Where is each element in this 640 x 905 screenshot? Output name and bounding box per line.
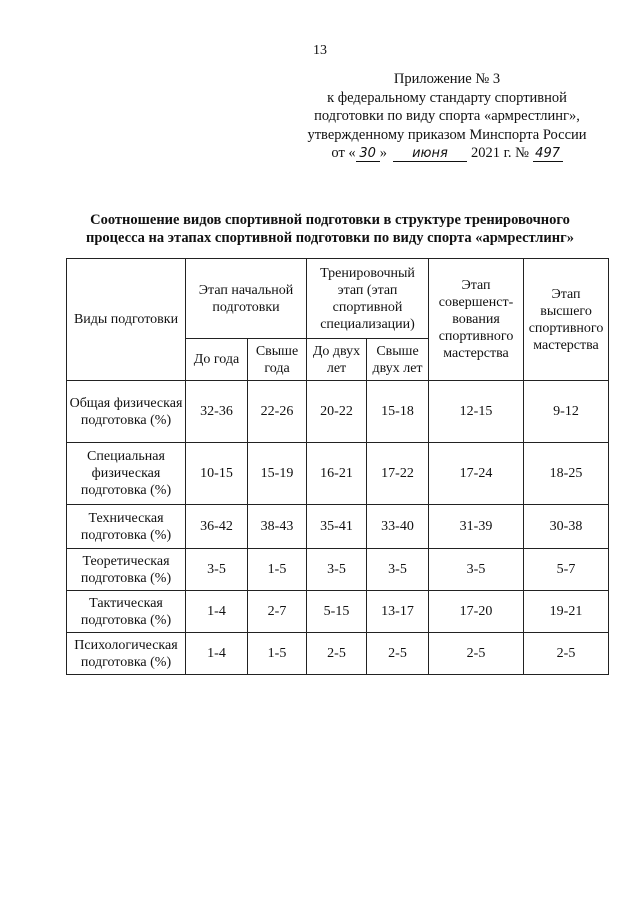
header-stage-training: Тренировочный этап (этап спортивной специализации) [307,259,429,339]
table-cell: 1-5 [248,633,307,675]
table-cell: 15-19 [248,443,307,505]
table-cell: 17-22 [367,443,429,505]
date-mid: » [379,145,387,161]
table-row [67,381,609,443]
table-cell: 3-5 [367,549,429,591]
header-sub-over-two-years: Свыше двух лет [367,339,429,381]
table-row [67,549,609,591]
row-label: Тактическая подготовка (%) [67,591,186,633]
table-cell: 22-26 [248,381,307,443]
appendix-order-line: утвержденному приказом Минспорта России [307,126,587,143]
table-cell: 17-20 [429,591,524,633]
table-cell: 2-7 [248,591,307,633]
table-cell: 10-15 [186,443,248,505]
handwritten-order-number: 497 [533,147,563,162]
table-cell: 35-41 [307,505,367,549]
table-cell: 32-36 [186,381,248,443]
handwritten-month: июня [393,147,467,162]
table-cell: 20-22 [307,381,367,443]
table-row [67,591,609,633]
table-cell: 31-39 [429,505,524,549]
table-cell: 17-24 [429,443,524,505]
table-cell: 5-7 [524,549,609,591]
header-sub-up-to-two-years: До двух лет [307,339,367,381]
table-cell: 30-38 [524,505,609,549]
table-cell: 3-5 [186,549,248,591]
appendix-standard-line: к федеральному стандарту спортивной [327,89,567,106]
page-number: 13 [313,43,327,58]
table-cell: 5-15 [307,591,367,633]
table-row [67,443,609,505]
year-text: 2021 г. № [470,145,529,161]
date-prefix: от « [331,145,356,161]
header-types: Виды подготовки [67,259,186,381]
table-cell: 18-25 [524,443,609,505]
table-cell: 9-12 [524,381,609,443]
table-cell: 33-40 [367,505,429,549]
header-sub-over-year: Свыше года [248,339,307,381]
header-stage-improvement: Этап совершенст-вования спортивного мастерства [429,259,524,381]
table-row [67,505,609,549]
row-label: Общая физическая подготовка (%) [67,381,186,443]
row-label: Техническая подготовка (%) [67,505,186,549]
header-stage-higher: Этап высшего спортивного мастерства [524,259,609,381]
appendix-date-line [297,144,597,163]
row-label: Теоретическая подготовка (%) [67,549,186,591]
row-label: Специальная физическая подготовка (%) [67,443,186,505]
table-cell: 12-15 [429,381,524,443]
table-cell: 16-21 [307,443,367,505]
handwritten-day: 30 [356,147,380,162]
table-cell: 1-4 [186,633,248,675]
title-line-1: Соотношение видов спортивной подготовки в структуре тренировочного [90,212,570,228]
table-cell: 3-5 [429,549,524,591]
table-cell: 13-17 [367,591,429,633]
appendix-sport-line: подготовки по виду спорта «армрестлинг», [314,108,580,124]
title-line-2: процесса на этапах спортивной подготовки по виду спорта «армрестлинг» [86,230,574,246]
table-cell: 1-5 [248,549,307,591]
table-row [67,633,609,675]
appendix-title: Приложение № 3 [393,71,501,87]
table-cell: 36-42 [186,505,248,549]
header-stage-initial: Этап начальной подготовки [186,259,307,339]
header-sub-up-to-year: До года [186,339,248,381]
preparation-ratio-table [66,258,609,675]
table-cell: 2-5 [307,633,367,675]
table-cell: 1-4 [186,591,248,633]
table-cell: 38-43 [248,505,307,549]
document-title [60,211,600,247]
table-cell: 2-5 [429,633,524,675]
table-cell: 2-5 [367,633,429,675]
table-cell: 19-21 [524,591,609,633]
table-cell: 2-5 [524,633,609,675]
table-cell: 3-5 [307,549,367,591]
table-cell: 15-18 [367,381,429,443]
appendix-header [297,70,597,163]
row-label: Психологическая подготовка (%) [67,633,186,675]
